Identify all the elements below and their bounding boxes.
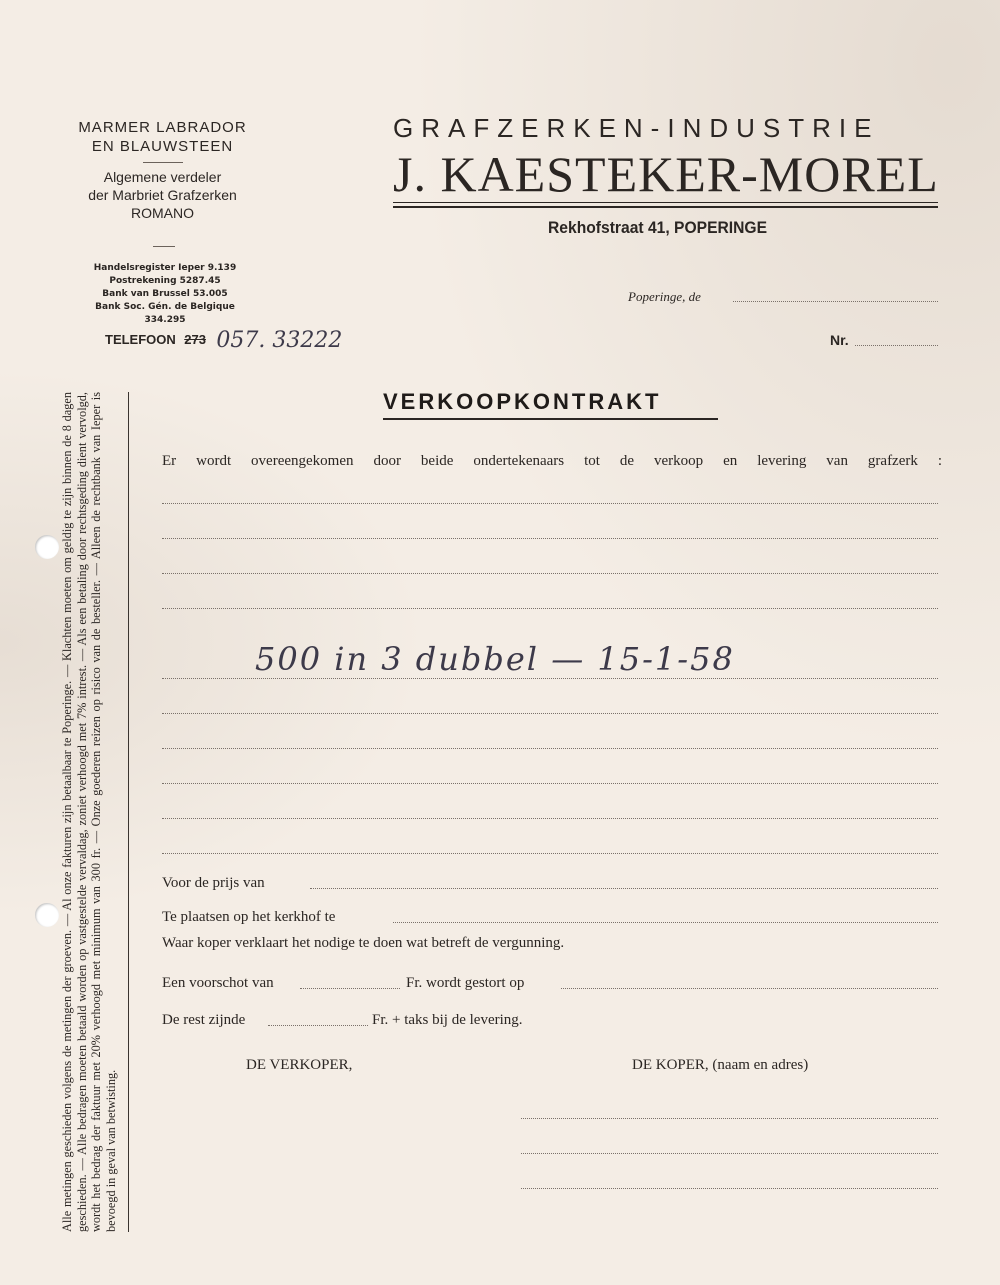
buyer-address-line[interactable] xyxy=(521,1188,938,1189)
cemetery-label: Te plaatsen op het kerkhof te xyxy=(162,909,336,925)
registration-line: Bank van Brussel 53.005 xyxy=(102,289,228,299)
registration-line: Handelsregister Ieper 9.139 xyxy=(93,263,237,273)
entry-line[interactable] xyxy=(162,748,938,749)
punch-hole xyxy=(35,903,59,927)
phone-label: TELEFOON xyxy=(105,332,176,347)
header-bluestone-line: EN BLAUWSTEEN xyxy=(91,138,234,155)
price-field[interactable] xyxy=(310,888,938,889)
header-divider xyxy=(143,162,183,163)
company-underline xyxy=(393,202,938,203)
registration-line: Bank Soc. Gén. de Belgique 334.295 xyxy=(95,302,235,325)
entry-line[interactable] xyxy=(162,678,938,679)
entry-line[interactable] xyxy=(162,503,938,504)
buyer-address-line[interactable] xyxy=(521,1153,938,1154)
buyer-name-line[interactable] xyxy=(521,1118,938,1119)
left-header-distributor xyxy=(40,168,285,222)
date-label: Poperinge, de xyxy=(628,289,701,304)
advance-label: Een voorschot van xyxy=(162,975,274,991)
registration-line: Postrekening 5287.45 xyxy=(109,276,221,286)
handwritten-entry: 500 in 3 dubbel — 15-1-58 xyxy=(255,640,735,678)
punch-hole xyxy=(35,535,59,559)
entry-line[interactable] xyxy=(162,573,938,574)
title-underline xyxy=(383,418,718,420)
advance-account-field[interactable] xyxy=(561,988,938,989)
phone-line xyxy=(105,325,343,353)
rest-amount-field[interactable] xyxy=(268,1025,368,1026)
intro-text: Er wordt overeengekomen door beide ondertekenaars tot de verkoop en levering van grafzerk : xyxy=(162,453,942,469)
entry-line[interactable] xyxy=(162,538,938,539)
entry-line[interactable] xyxy=(162,783,938,784)
phone-struck-number: 273 xyxy=(184,332,206,347)
company-underline-thick xyxy=(393,206,938,208)
price-label: Voor de prijs van xyxy=(162,875,265,891)
rest-tax-label: Fr. + taks bij de levering. xyxy=(372,1012,523,1028)
entry-line[interactable] xyxy=(162,853,938,854)
registration-block xyxy=(85,262,245,327)
permit-text: Waar koper verklaart het nodige te doen wat betreft de vergunning. xyxy=(162,935,565,951)
sidebar-rule xyxy=(128,392,129,1232)
date-field[interactable] xyxy=(733,301,938,302)
header-romano-line: ROMANO xyxy=(131,205,194,221)
phone-handwritten: 057. 33222 xyxy=(216,328,343,353)
company-address: Rekhofstraat 41, POPERINGE xyxy=(548,218,768,237)
entry-line[interactable] xyxy=(162,608,938,609)
company-industry: GRAFZERKEN-INDUSTRIE xyxy=(393,113,880,143)
entry-line[interactable] xyxy=(162,713,938,714)
nr-label: Nr. xyxy=(830,332,849,348)
seller-signature-label: DE VERKOPER, xyxy=(246,1057,353,1073)
company-name: J. KAESTEKER-MOREL xyxy=(393,146,939,202)
cemetery-field[interactable] xyxy=(393,922,938,923)
header-divider-small xyxy=(153,246,175,247)
header-distributor-line: Algemene verdeler xyxy=(103,169,222,185)
buyer-signature-label: DE KOPER, (naam en adres) xyxy=(632,1057,809,1073)
left-header xyxy=(40,118,285,156)
page-title: VERKOOPKONTRAKT xyxy=(383,389,662,414)
terms-sidebar: Alle metingen geschieden volgens de metingen der groeven. — Al onze fakturen zijn betaalbaar te Poperinge. — Klachten moeten om geldig te zijn binnen de 8 dagen geschieden. — Alle bedragen moeten betaald worden op vastgestelde vervaldag, zoniet verhoogd met 7% intrest. — Als een betaling door rechtsgeding dient vervolgd, wordt het bedrag der faktuur met 20% verhoogd met minimum van 300 fr. — Onze goederen reizen op risico van de besteller. — Alleen de rechtbank van Ieper is bevoegd in geval van betwisting. xyxy=(60,392,118,1232)
nr-field[interactable] xyxy=(855,345,938,346)
entry-line[interactable] xyxy=(162,818,938,819)
advance-deposit-label: Fr. wordt gestort op xyxy=(406,975,525,991)
advance-amount-field[interactable] xyxy=(300,988,400,989)
header-marbriet-line: der Marbriet Grafzerken xyxy=(88,187,237,203)
rest-label: De rest zijnde xyxy=(162,1012,246,1028)
header-marble-line: MARMER LABRADOR xyxy=(78,119,247,136)
